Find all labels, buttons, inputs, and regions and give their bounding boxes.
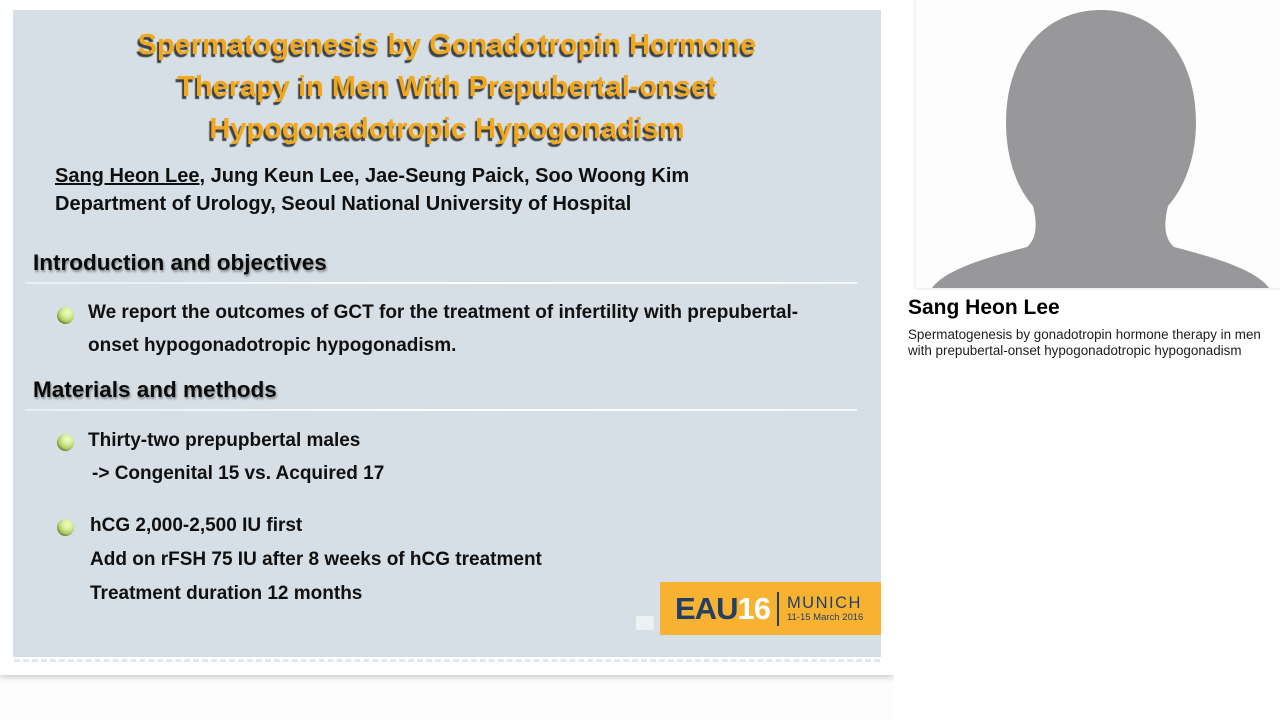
logo-org-text: EAU xyxy=(675,590,738,626)
bullet-icon xyxy=(57,307,74,324)
slide-authors xyxy=(55,162,689,218)
slide-title xyxy=(13,24,881,150)
bullet-subjects-sub: -> Congenital 15 vs. Acquired 17 xyxy=(92,463,385,484)
eau16-munich-logo xyxy=(660,582,881,635)
bullet-subjects-text: Thirty-two prepupbertal males xyxy=(88,430,361,451)
bullet-icon xyxy=(57,519,74,536)
presenting-author: Sang Heon Lee xyxy=(55,165,200,187)
bullet-treatment-sub1: Add on rFSH 75 IU after 8 weeks of hCG treatment xyxy=(90,549,542,570)
slide-bottom-dashed-divider xyxy=(14,659,880,662)
bullet-treatment-text: hCG 2,000-2,500 IU first xyxy=(90,515,303,536)
slide-title-line1: Spermatogenesis by Gonadotropin Hormone xyxy=(137,29,757,61)
speaker-talk-title: Spermatogenesis by gonadotropin hormone therapy in men with prepubertal-onset hypogonadotropic hypogonadism xyxy=(908,327,1261,358)
logo-dates-text: 11-15 March 2016 xyxy=(786,611,864,623)
author-line xyxy=(55,162,689,190)
affiliation: Department of Urology, Seoul National University of Hospital xyxy=(55,193,632,215)
bullet-icon xyxy=(57,434,74,451)
slide-canvas xyxy=(13,10,881,657)
coauthors: , Jung Keun Lee, Jae-Seung Paick, Soo Woong Kim xyxy=(199,165,690,187)
slide-title-line3: Hypogonadotropic Hypogonadism xyxy=(209,113,685,145)
bullet-treatment-sub2: Treatment duration 12 months xyxy=(90,583,363,604)
logo-year-text: 16 xyxy=(737,590,770,626)
logo-separator xyxy=(777,592,779,626)
person-silhouette-icon xyxy=(916,0,1280,288)
speaker-panel xyxy=(894,0,1280,720)
section-heading-introduction: Introduction and objectives xyxy=(33,250,327,275)
bullet-intro-text: We report the outcomes of GCT for the treatment of infertility with prepubertal-onset hypogonadotropic hypogonadism. xyxy=(88,302,799,356)
slide-title-line2: Therapy in Men With Prepubertal-onset xyxy=(177,71,717,103)
slide-watermark xyxy=(636,616,654,630)
logo-city-text: MUNICH xyxy=(786,593,862,612)
speaker-avatar xyxy=(915,0,1280,288)
section-rule xyxy=(25,409,857,411)
speaker-name: Sang Heon Lee xyxy=(908,296,1060,319)
section-heading-methods: Materials and methods xyxy=(33,377,277,402)
section-rule xyxy=(25,282,857,284)
